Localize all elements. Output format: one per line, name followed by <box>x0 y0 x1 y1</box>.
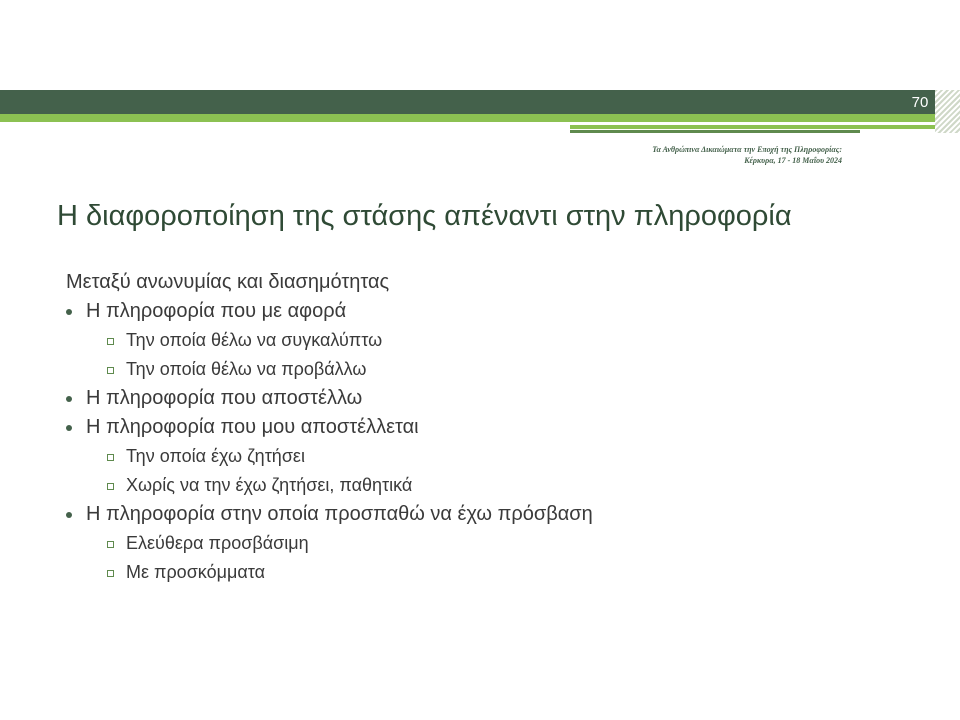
bullet-text: Η πληροφορία που με αφορά <box>86 300 347 322</box>
square-bullet-icon <box>107 541 114 548</box>
square-bullet-icon <box>107 483 114 490</box>
sub-bullet-text: Χωρίς να την έχω ζητήσει, παθητικά <box>126 475 413 495</box>
sub-bullet-text: Με προσκόμματα <box>126 562 265 582</box>
conference-caption <box>560 144 842 166</box>
bullet-item <box>66 297 926 384</box>
sub-bullet-item <box>106 471 926 500</box>
conference-place-date: Κέρκυρα, 17 - 18 Μαΐου 2024 <box>744 156 842 165</box>
header-band-dark <box>0 90 935 114</box>
sub-bullet-text: Την οποία θέλω να συγκαλύπτω <box>126 330 383 350</box>
sub-bullet-item <box>106 442 926 471</box>
slide-number: 70 <box>911 94 929 111</box>
sub-bullet-item <box>106 558 926 587</box>
bullet-dot-icon <box>66 396 72 402</box>
conference-title: Τα Ανθρώπινα Δικαιώματα την Εποχή της Πληροφορίας: <box>652 145 842 154</box>
square-bullet-icon <box>107 367 114 374</box>
edge-pattern-decoration <box>935 90 960 133</box>
sub-bullet-text: Την οποία θέλω να προβάλλω <box>126 359 367 379</box>
intro-line: Μεταξύ ανωνυμίας και διασημότητας <box>66 271 390 293</box>
bullet-item <box>66 500 926 587</box>
bullet-item <box>66 413 926 500</box>
sub-bullet-list <box>86 529 926 587</box>
header-accent-line-dark <box>570 130 860 133</box>
bullet-text: Η πληροφορία που μου αποστέλλεται <box>86 416 419 438</box>
bullet-list <box>66 297 926 587</box>
slide-body <box>66 268 926 587</box>
sub-bullet-text: Ελεύθερα προσβάσιμη <box>126 533 309 553</box>
header-accent-line <box>570 125 935 129</box>
sub-bullet-text: Την οποία έχω ζητήσει <box>126 446 305 466</box>
sub-bullet-item <box>106 529 926 558</box>
bullet-dot-icon <box>66 425 72 431</box>
sub-bullet-list <box>86 326 926 384</box>
bullet-text: Η πληροφορία στην οποία προσπαθώ να έχω πρόσβαση <box>86 503 593 525</box>
sub-bullet-item <box>106 355 926 384</box>
bullet-text: Η πληροφορία που αποστέλλω <box>86 387 363 409</box>
header-band-light <box>0 114 935 122</box>
bullet-dot-icon <box>66 512 72 518</box>
bullet-dot-icon <box>66 309 72 315</box>
square-bullet-icon <box>107 454 114 461</box>
sub-bullet-list <box>86 442 926 500</box>
slide-title: Η διαφοροποίηση της στάσης απέναντι στην πληροφορία <box>57 200 792 232</box>
bullet-item <box>66 384 926 413</box>
sub-bullet-item <box>106 326 926 355</box>
square-bullet-icon <box>107 338 114 345</box>
square-bullet-icon <box>107 570 114 577</box>
